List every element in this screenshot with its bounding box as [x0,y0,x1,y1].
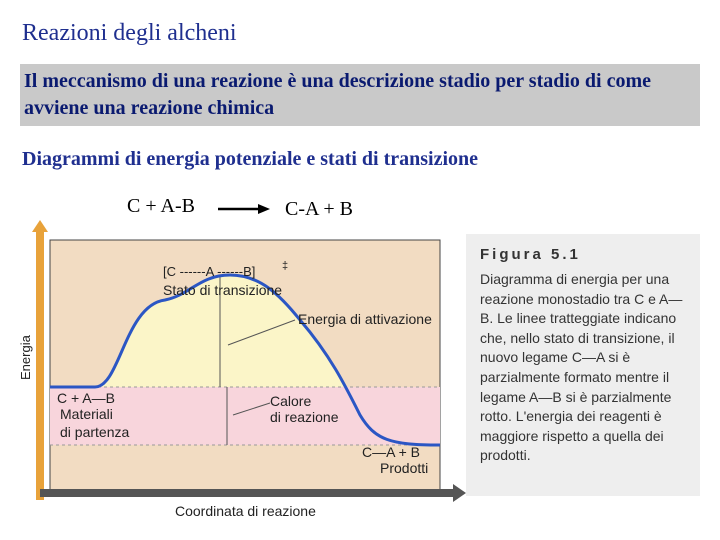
x-axis [40,489,455,497]
y-axis [36,230,44,500]
definition-text: Il meccanismo di una reazione è una descrizione stadio per stadio di come avviene una reazione chimica [24,70,652,119]
reactants-formula: C + A—B [57,390,115,406]
activation-energy-label: Energia di attivazione [298,311,432,327]
products-formula: C—A + B [362,444,420,460]
caption-text: Diagramma di energia per una reazione monostadio tra C e A—B. Le linee tratteggiate indicano che, nello stato di transizione, il nuovo legame C—A si è parzialmente formato mentre il legame A—B si è parzialmente rotto. L'energia dei reagenti è maggiore rispetto a quella dei prodotti. [480,271,683,464]
figure-caption [466,234,700,496]
reactants-label-line2: di partenza [60,424,130,440]
transition-state-formula: [C ------A ------B] [163,264,256,279]
energy-diagram [18,220,470,525]
reaction-reactants: C + A-B [127,195,195,217]
reactants-label-line1: Materiali [60,406,113,422]
definition-box [20,64,700,126]
transition-state-label: Stato di transizione [163,282,283,298]
x-axis-label: Coordinata di reazione [175,503,316,519]
section-subtitle: Diagrammi di energia potenziale e stati di transizione [22,148,479,170]
slide-title: Reazioni degli alcheni [22,20,237,46]
reaction-products: C-A + B [285,198,353,220]
y-axis-label: Energia [18,335,33,380]
caption-title: Figura 5.1 [480,246,581,263]
transition-state-dagger: ‡ [282,260,289,272]
heat-label-line2: di reazione [270,409,339,425]
y-axis-arrow-icon [32,220,48,232]
heat-label-line1: Calore [270,393,312,409]
reaction-arrow-icon [218,203,270,215]
products-label: Prodotti [380,460,429,476]
x-axis-arrow-icon [453,484,466,502]
